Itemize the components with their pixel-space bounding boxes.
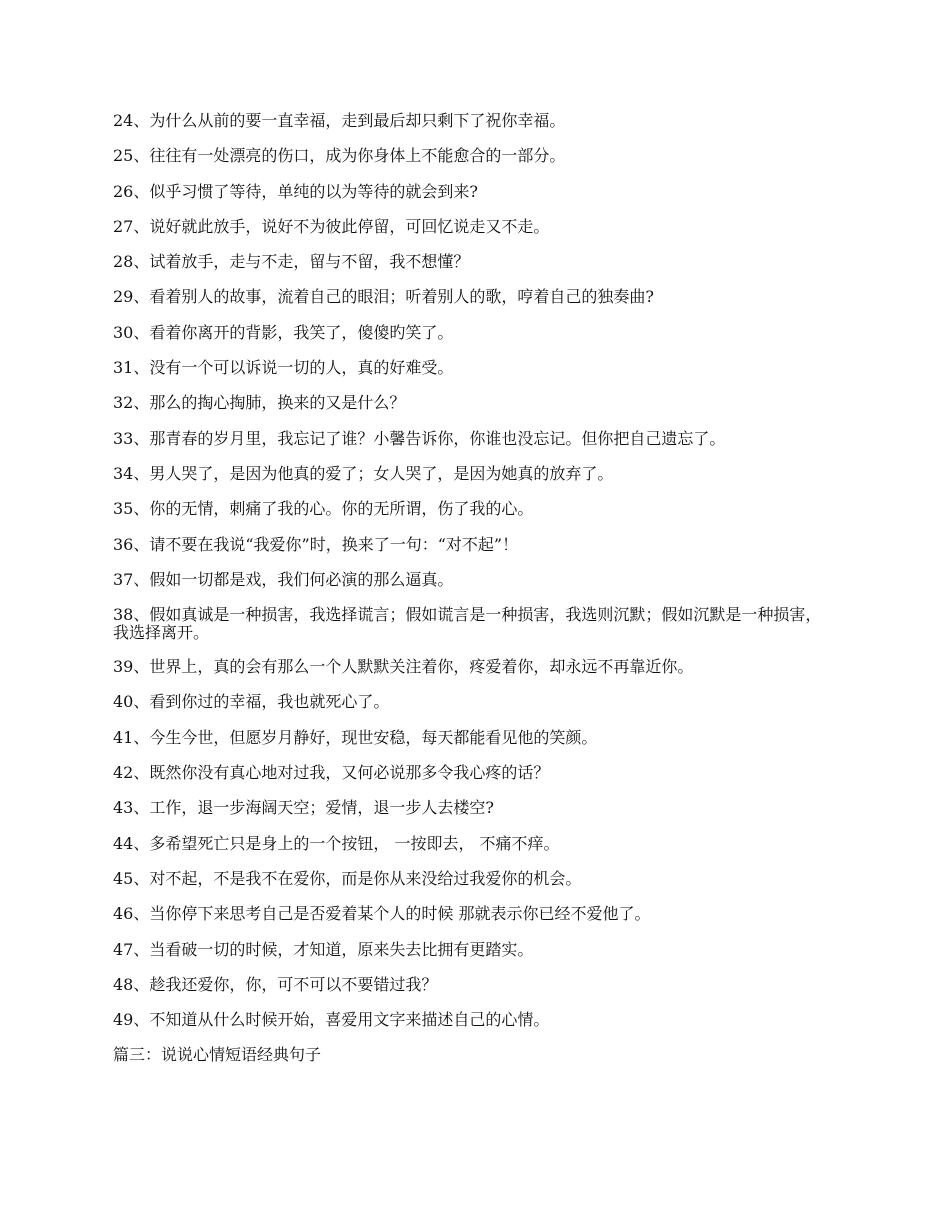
list-item: 43、工作，退一步海阔天空；爱情，退一步人去楼空? bbox=[113, 798, 494, 818]
list-item: 38、假如真诚是一种损害，我选择谎言；假如谎言是一种损害，我选则沉默；假如沉默是一种损害，我选择离开。 bbox=[113, 605, 822, 642]
list-item: 48、趁我还爱你，你，可不可以不要错过我？ bbox=[113, 974, 438, 994]
list-item: 33、那青春的岁月里，我忘记了谁？小馨告诉你，你谁也没忘记。但你把自己遗忘了。 bbox=[113, 428, 726, 448]
list-item: 41、今生今世，但愿岁月静好，现世安稳，每天都能看见他的笑颜。 bbox=[113, 727, 598, 747]
list-item: 24、为什么从前的要一直幸福，走到最后却只剩下了祝你幸福。 bbox=[113, 111, 566, 130]
list-item: 26、似乎习惯了等待，单纯的以为等待的就会到来? bbox=[113, 181, 478, 201]
list-item: 30、看着你离开的背影，我笑了，傻傻旳笑了。 bbox=[113, 322, 454, 342]
list-item: 49、不知道从什么时候开始，喜爱用文字来描述自己的心情。 bbox=[113, 1010, 550, 1030]
list-item: 46、当你停下来思考自己是否爱着某个人的时候 那就表示你已经不爱他了。 bbox=[113, 904, 651, 924]
document-body bbox=[113, 112, 828, 1064]
list-item: 35、你的无情，刺痛了我的心。你的无所谓，伤了我的心。 bbox=[113, 499, 534, 519]
list-item: 47、当看破一切的时候，才知道，原来失去比拥有更踏实。 bbox=[113, 939, 534, 959]
list-item: 25、往往有一处漂亮的伤口，成为你身体上不能愈合的一部分。 bbox=[113, 146, 566, 166]
list-item: 42、既然你没有真心地对过我，又何必说那多令我心疼的话？ bbox=[113, 763, 550, 783]
list-item: 45、对不起，不是我不在爱你，而是你从来没给过我爱你的机会。 bbox=[113, 868, 582, 888]
list-item: 32、那么的掏心掏肺，换来的又是什么？ bbox=[113, 393, 406, 413]
list-item: 40、看到你过的幸福，我也就死心了。 bbox=[113, 692, 390, 712]
list-item: 39、世界上，真的会有那么一个人默默关注着你，疼爱着你，却永远不再靠近你。 bbox=[113, 657, 694, 677]
list-item: 44、多希望死亡只是身上的一个按钮， 一按即去， 不痛不痒。 bbox=[113, 833, 560, 853]
list-item: 36、请不要在我说“我爱你”时，换来了一句：“对不起”！ bbox=[113, 534, 519, 554]
list-item: 31、没有一个可以诉说一切的人，真的好难受。 bbox=[113, 358, 454, 378]
list-item: 29、看着别人的故事，流着自己的眼泪；听着别人的歌，哼着自己的独奏曲? bbox=[113, 287, 654, 307]
section-title: 篇三：说说心情短语经典句子 bbox=[113, 1045, 322, 1065]
list-item: 34、男人哭了，是因为他真的爱了；女人哭了，是因为她真的放弃了。 bbox=[113, 463, 614, 483]
list-item: 37、假如一切都是戏，我们何必演的那么逼真。 bbox=[113, 569, 454, 589]
list-item: 27、说好就此放手，说好不为彼此停留，可回忆说走又不走。 bbox=[113, 216, 550, 236]
list-item: 28、试着放手，走与不走，留与不留，我不想懂？ bbox=[113, 252, 470, 272]
